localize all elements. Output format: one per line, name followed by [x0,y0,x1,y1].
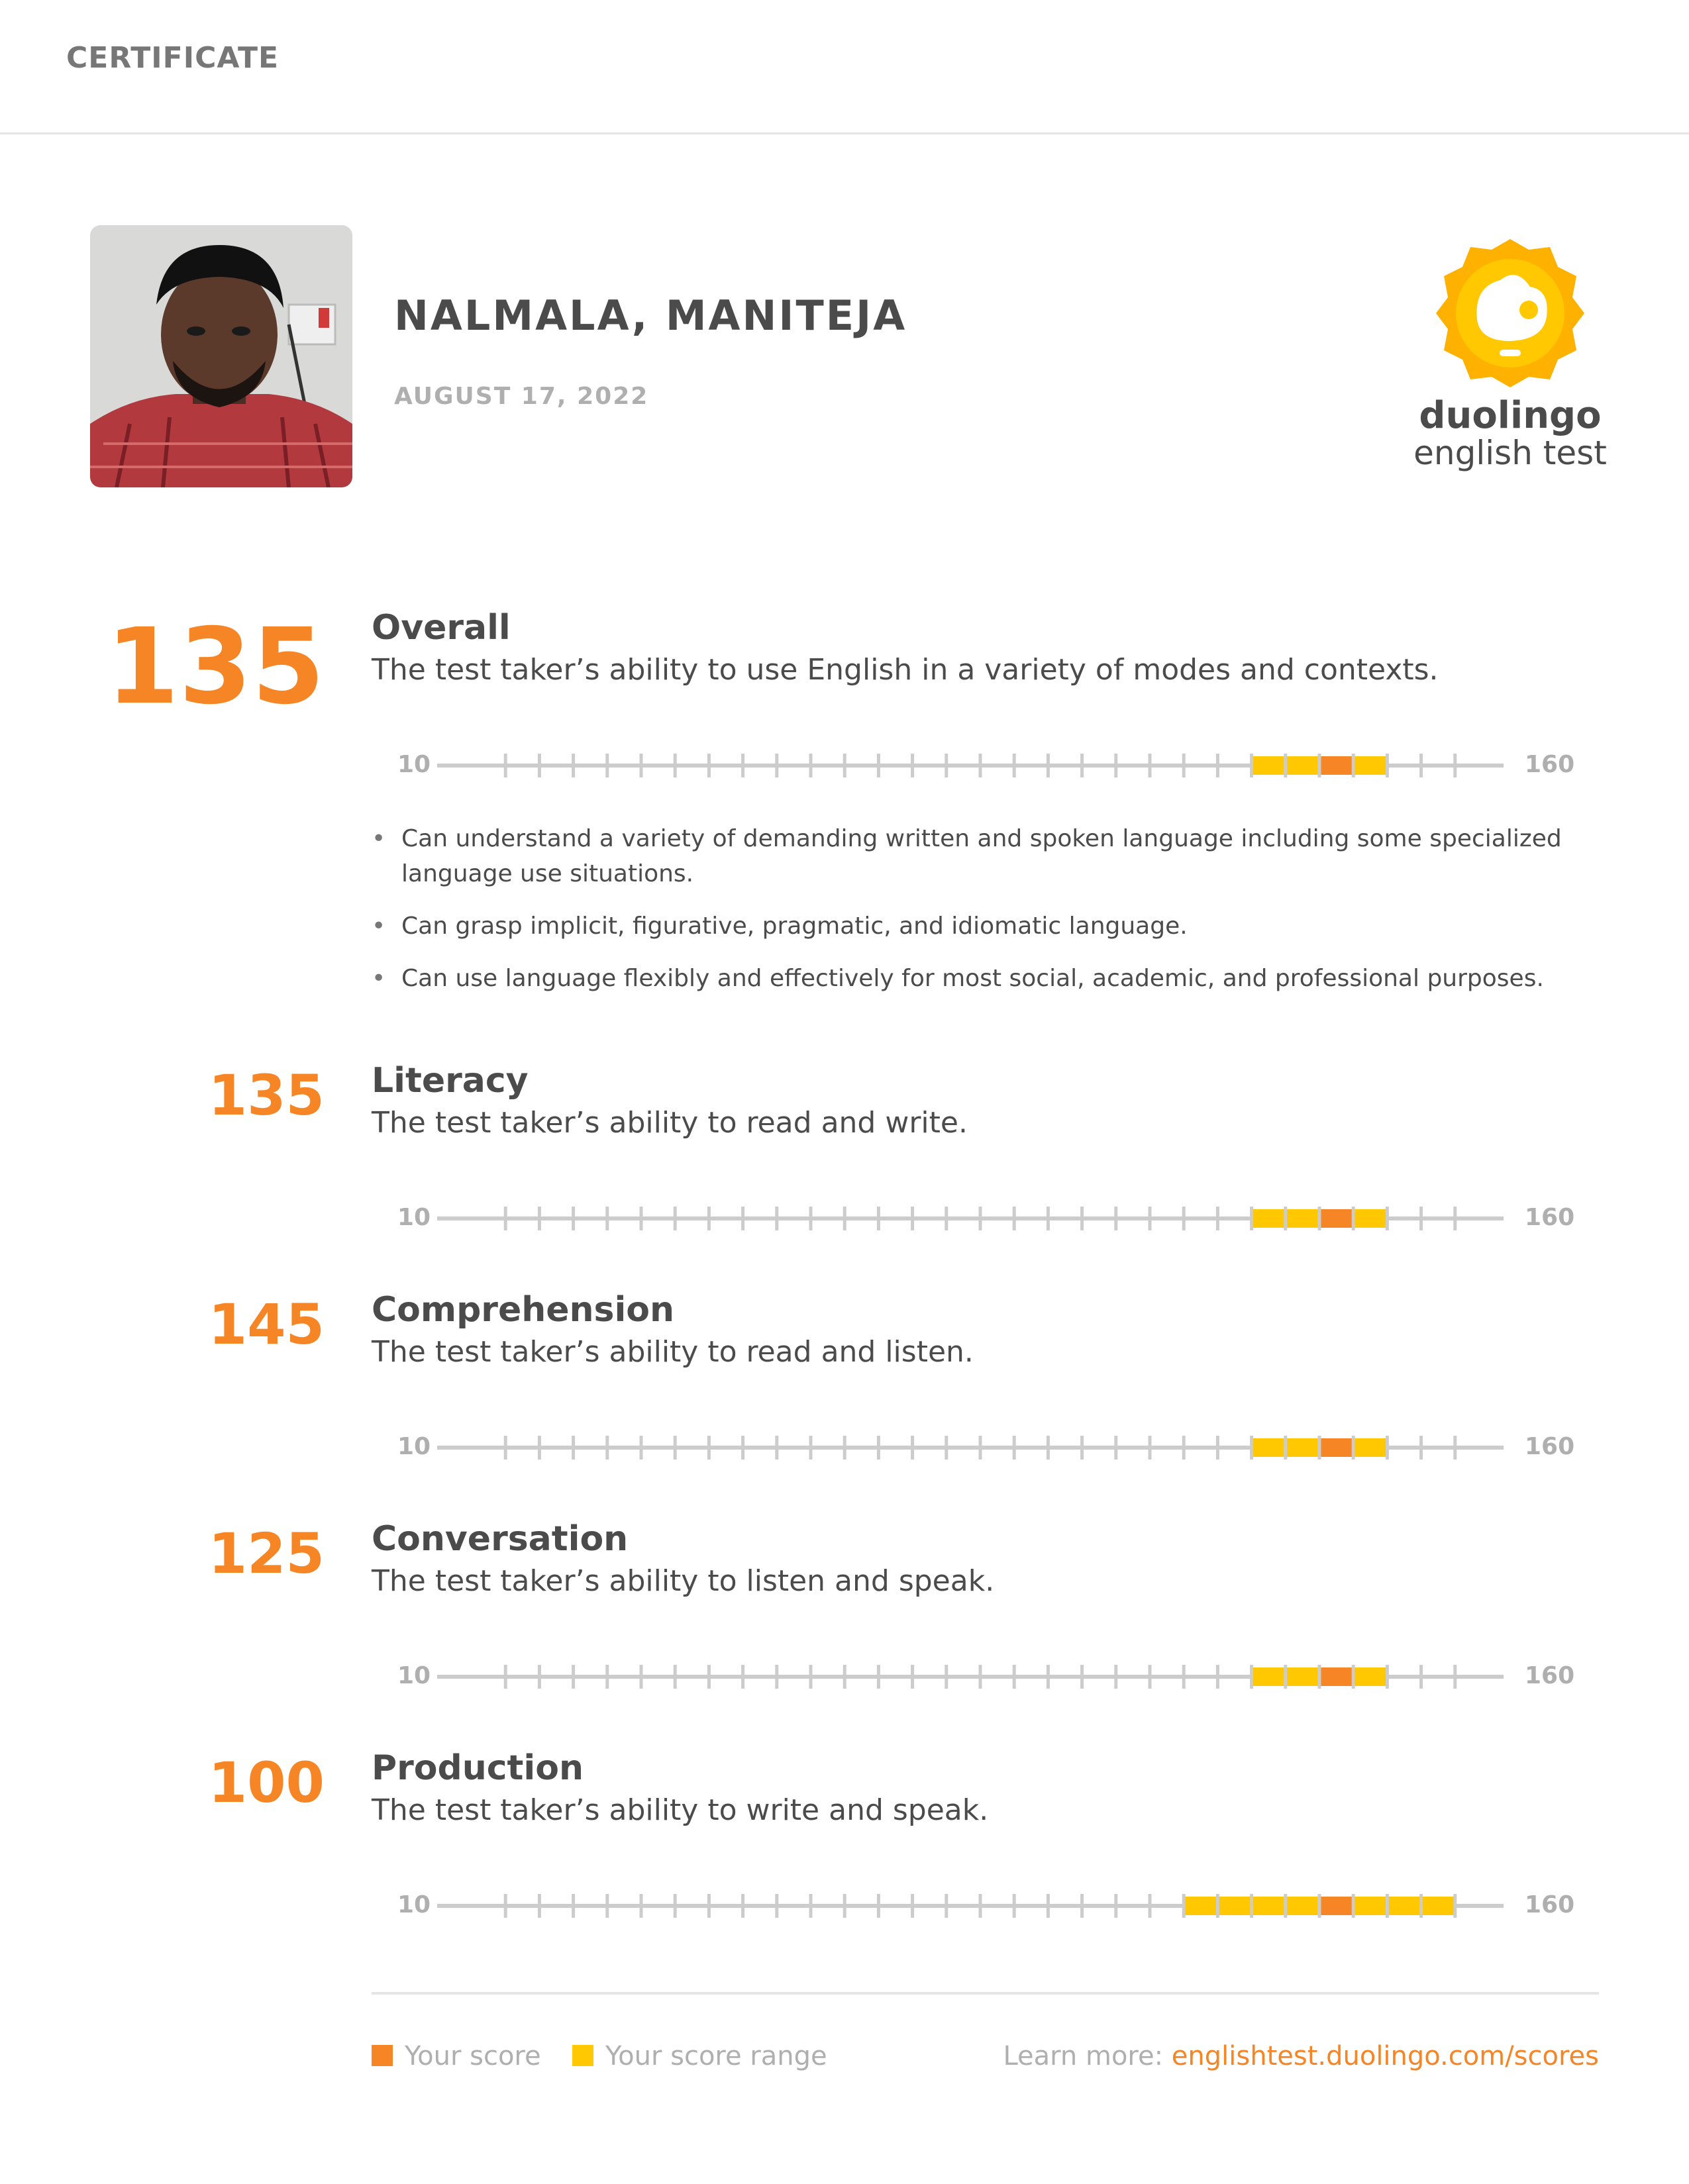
score-scale [0,1657,1689,1697]
score-range-segment [1252,1667,1286,1686]
literacy-score: 135 [208,1063,325,1128]
logo-wordmark-english-test: english test [1413,434,1607,472]
test-date: AUGUST 17, 2022 [394,383,649,410]
score-range-segment [1252,1438,1286,1457]
legend-score-label: Your score [405,2041,541,2071]
score-scale-bar [437,1199,1510,1238]
section-title: Production [372,1748,584,1788]
score-range-segment [1387,1897,1421,1915]
score-scale-bar [437,746,1510,785]
comprehension-score: 145 [208,1292,325,1357]
score-marker [1319,1209,1353,1228]
score-range-segment [1353,1897,1387,1915]
score-range-segment [1286,1438,1319,1457]
scale-min-label: 10 [397,751,431,778]
learn-more [1003,2041,1599,2071]
score-range-segment [1353,1209,1387,1228]
section-title: Literacy [372,1061,529,1101]
scale-max-label: 160 [1525,1204,1575,1231]
footer-divider [372,1992,1599,1995]
section-description: The test taker’s ability to listen and speak. [372,1564,995,1598]
score-range-segment [1286,1667,1319,1686]
scale-max-label: 160 [1525,1891,1575,1918]
range-swatch [572,2045,593,2066]
score-range-segment [1252,756,1286,775]
score-marker [1319,1897,1353,1915]
score-marker [1319,756,1353,775]
score-scale-bar [437,1657,1510,1697]
score-range-segment [1353,756,1387,775]
section-title: Conversation [372,1519,629,1559]
duolingo-english-test-logo [1411,235,1610,480]
score-range-segment [1421,1897,1455,1915]
legend-score-range [572,2041,827,2071]
duolingo-owl-badge-icon [1411,235,1610,387]
score-scale [0,1199,1689,1238]
score-range-segment [1252,1897,1286,1915]
header-divider [0,132,1689,134]
score-scale [0,1886,1689,1926]
certificate-label: CERTIFICATE [66,41,280,75]
score-scale [0,746,1689,785]
section-description: The test taker’s ability to read and listen. [372,1335,974,1369]
score-range-segment [1286,1209,1319,1228]
scale-min-label: 10 [397,1662,431,1689]
section-title: Overall [372,608,511,648]
section-description: The test taker’s ability to write and speak. [372,1793,989,1827]
descriptor-item: • Can grasp implicit, figurative, pragmatic, and idiomatic language. [372,909,1597,944]
learn-more-prefix: Learn more: [1003,2041,1172,2071]
score-range-segment [1286,756,1319,775]
score-range-segment [1353,1667,1387,1686]
scale-max-label: 160 [1525,1433,1575,1460]
descriptor-item: • Can understand a variety of demanding written and spoken language including some specialized language use situations. [372,821,1597,891]
section-title: Comprehension [372,1290,675,1330]
candidate-name: NALMALA, MANITEJA [394,291,907,340]
legend-range-label: Your score range [605,2041,827,2071]
score-scale [0,1428,1689,1467]
section-description: The test taker’s ability to use English in a variety of modes and contexts. [372,653,1439,687]
score-scale-bar [437,1886,1510,1926]
legend-your-score [372,2041,541,2071]
production-score: 100 [208,1750,325,1815]
score-range-segment [1353,1438,1387,1457]
overall-descriptors [372,821,1597,1013]
score-scale-bar [437,1428,1510,1467]
score-marker [1319,1667,1353,1686]
score-range-segment [1286,1897,1319,1915]
score-range-segment [1252,1209,1286,1228]
logo-wordmark-duolingo: duolingo [1419,394,1602,437]
candidate-photo-image [90,225,352,487]
score-marker [1319,1438,1353,1457]
score-range-segment [1184,1897,1217,1915]
scale-max-label: 160 [1525,1662,1575,1689]
section-description: The test taker’s ability to read and write. [372,1106,968,1140]
scale-min-label: 10 [397,1433,431,1460]
candidate-photo [90,225,352,487]
scale-min-label: 10 [397,1204,431,1231]
conversation-score: 125 [208,1521,325,1586]
overall-score: 135 [106,606,325,728]
scale-min-label: 10 [397,1891,431,1918]
scale-max-label: 160 [1525,751,1575,778]
score-range-segment [1217,1897,1251,1915]
descriptor-item: • Can use language flexibly and effectively for most social, academic, and professional purposes. [372,961,1597,996]
learn-more-link[interactable]: englishtest.duolingo.com/scores [1171,2041,1599,2071]
score-swatch [372,2045,393,2066]
